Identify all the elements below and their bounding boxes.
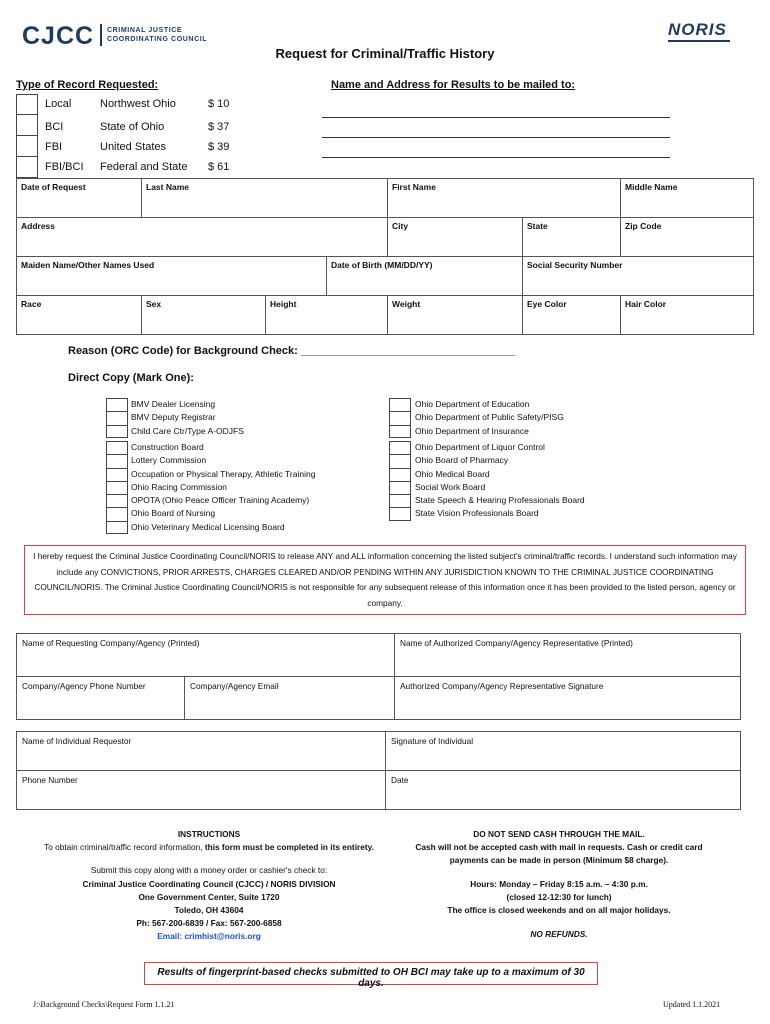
- agency-list-right-b: [415, 441, 585, 521]
- record-type: Local: [45, 98, 72, 110]
- agency-checkbox[interactable]: [106, 468, 128, 481]
- agency-checkbox[interactable]: [389, 425, 411, 438]
- record-scope: Northwest Ohio: [100, 98, 176, 110]
- instructions-email[interactable]: Email: crimhist@noris.org: [157, 931, 261, 942]
- record-option-fbi-bci[interactable]: [16, 157, 246, 178]
- company-phone-field[interactable]: Company/Agency Phone Number: [17, 677, 185, 720]
- weight-field[interactable]: Weight: [388, 296, 523, 335]
- agency-item: Ohio Department of Liquor Control: [415, 442, 545, 452]
- footer-path: J:\Background Checks\Request Form 1.1.21: [33, 1000, 175, 1009]
- record-option-bci[interactable]: [16, 115, 246, 136]
- agency-item: Child Care Ctr/Type A-ODJFS: [131, 425, 244, 436]
- agency-item: BMV Dealer Licensing: [131, 399, 216, 409]
- agency-item: Lottery Commission: [131, 455, 207, 466]
- record-option-fbi[interactable]: [16, 136, 246, 157]
- agency-item: OPOTA (Ohio Peace Officer Training Academy): [131, 495, 310, 506]
- agency-checkbox[interactable]: [106, 481, 128, 494]
- dob-field[interactable]: Date of Birth (MM/DD/YY): [326, 257, 522, 296]
- agency-item: Ohio Board of Pharmacy: [415, 455, 509, 466]
- state-field[interactable]: State: [523, 218, 621, 257]
- subject-info-table: [16, 178, 754, 335]
- record-option-local[interactable]: [16, 94, 246, 115]
- agency-list-left-b: [131, 441, 315, 534]
- date-of-request-field[interactable]: Date of Request: [17, 179, 142, 218]
- agency-checkbox[interactable]: [106, 411, 128, 424]
- maiden-name-field[interactable]: Maiden Name/Other Names Used: [17, 257, 327, 296]
- agency-checkbox[interactable]: [106, 494, 128, 507]
- zip-field[interactable]: Zip Code: [621, 218, 754, 257]
- ssn-field[interactable]: Social Security Number: [523, 257, 754, 296]
- agency-item: Ohio Board of Nursing: [131, 508, 216, 519]
- cjcc-logo: CJCC: [22, 22, 95, 50]
- middle-name-field[interactable]: Middle Name: [621, 179, 754, 218]
- hair-color-field[interactable]: Hair Color: [621, 296, 754, 335]
- record-type-heading: Type of Record Requested:: [16, 79, 159, 91]
- noris-logo: [668, 20, 730, 44]
- agency-checkboxes-right-b[interactable]: [389, 441, 411, 521]
- record-checkbox[interactable]: [16, 94, 38, 115]
- agency-item: Ohio Veterinary Medical Licensing Board: [131, 521, 285, 532]
- individual-table: [16, 731, 741, 810]
- first-name-field[interactable]: First Name: [388, 179, 621, 218]
- eye-color-field[interactable]: Eye Color: [523, 296, 621, 335]
- record-price: $ 39: [208, 141, 230, 153]
- record-scope: United States: [100, 141, 167, 153]
- office-hours: Hours: Monday – Friday 8:15 a.m. – 4:30 p.m.: [470, 878, 648, 889]
- reason-line[interactable]: Reason (ORC Code) for Background Check: ___________________________________: [68, 345, 515, 357]
- consent-statement: I hereby request the Criminal Justice Coordinating Council/NORIS to release ANY and ALL information concerning the listed subject's criminal/traffic records. I understand such information may include any CONVICTIONS, PRIOR ARRESTS, CHARGES CLEARED AND/OR PENDING WITHIN ANY JURISDICTION KNOWN TO THE CRIMINAL JUSTICE COORDINATING COUNCIL/NORIS. The Criminal Justice Coordinating Council/NORIS is not responsible for any subsequent release of this information once it has been provided to the listed person, agency or company.: [24, 545, 746, 615]
- agency-item: Ohio Department of Education: [415, 399, 530, 409]
- agency-list-left-a: [131, 398, 244, 438]
- instructions-address-1: Criminal Justice Coordinating Council (CJCC) / NORIS DIVISION: [82, 878, 336, 889]
- agency-item: State Vision Professionals Board: [415, 508, 539, 519]
- instructions-line: [44, 841, 374, 854]
- logo-sub-line2: COORDINATING COUNCIL: [107, 36, 208, 43]
- footer-updated: Updated 1.1.2021: [663, 1000, 721, 1009]
- agency-checkboxes-left-a[interactable]: [106, 398, 128, 438]
- individual-name-field[interactable]: Name of Individual Requestor: [17, 732, 386, 771]
- cjcc-logo-subtitle: [107, 26, 207, 44]
- record-checkbox[interactable]: [16, 115, 38, 136]
- agency-checkbox[interactable]: [389, 411, 411, 424]
- record-checkbox[interactable]: [16, 136, 38, 157]
- agency-item: State Speech & Hearing Professionals Board: [415, 495, 585, 506]
- mail-line-3[interactable]: [322, 157, 670, 158]
- record-type: FBI: [45, 141, 63, 153]
- office-closed: The office is closed weekends and on all major holidays.: [447, 905, 671, 916]
- agency-checkbox[interactable]: [389, 468, 411, 481]
- payment-line: Cash will not be accepted cash with mail in requests. Cash or credit card payments can be made in person (Minimum $8 charge).: [415, 842, 703, 866]
- record-scope: Federal and State: [100, 161, 188, 173]
- individual-date-field[interactable]: Date: [386, 771, 741, 810]
- record-scope: State of Ohio: [100, 121, 165, 133]
- company-email-field[interactable]: Company/Agency Email: [185, 677, 395, 720]
- fingerprint-notice: Results of fingerprint-based checks submitted to OH BCI may take up to a maximum of 30 days.: [144, 962, 598, 985]
- agency-checkbox[interactable]: [106, 507, 128, 520]
- agency-item: Ohio Department of Public Safety/PISG: [415, 412, 564, 423]
- agency-item: Social Work Board: [415, 481, 486, 492]
- instructions-line-text: To obtain criminal/traffic record information,: [44, 842, 203, 853]
- no-refunds: NO REFUNDS.: [530, 929, 588, 940]
- agency-checkbox[interactable]: [106, 398, 128, 411]
- mail-line-2[interactable]: [322, 137, 670, 138]
- agency-checkboxes-right-a[interactable]: [389, 398, 411, 438]
- agency-checkbox[interactable]: [106, 441, 128, 454]
- payment-heading: DO NOT SEND CASH THROUGH THE MAIL.: [473, 829, 645, 839]
- mail-line-1[interactable]: [322, 117, 670, 118]
- city-field[interactable]: City: [388, 218, 523, 257]
- record-price: $ 61: [208, 161, 230, 173]
- race-field[interactable]: Race: [17, 296, 142, 335]
- logo-sub-line1: CRIMINAL JUSTICE: [107, 27, 183, 34]
- agency-checkbox[interactable]: [389, 454, 411, 467]
- agency-checkbox[interactable]: [389, 481, 411, 494]
- rep-signature-field[interactable]: Authorized Company/Agency Representative Signature: [395, 677, 741, 720]
- noris-logo-underline: [668, 40, 730, 42]
- instructions-submit: Submit this copy along with a money order or cashier's check to:: [90, 865, 328, 876]
- mail-heading: Name and Address for Results to be mailed to:: [331, 79, 576, 91]
- address-field[interactable]: Address: [17, 218, 388, 257]
- agency-checkbox[interactable]: [106, 454, 128, 467]
- record-type: FBI/BCI: [45, 161, 84, 173]
- height-field[interactable]: Height: [266, 296, 388, 335]
- agency-checkbox[interactable]: [389, 441, 411, 454]
- office-lunch: (closed 12-12:30 for lunch): [506, 891, 612, 902]
- sex-field[interactable]: Sex: [142, 296, 266, 335]
- agency-checkbox[interactable]: [389, 398, 411, 411]
- agency-item: Ohio Medical Board: [415, 468, 490, 479]
- agency-item: BMV Deputy Registrar: [131, 412, 216, 423]
- individual-signature-field[interactable]: Signature of Individual: [386, 732, 741, 771]
- agency-checkbox[interactable]: [389, 507, 411, 520]
- page-title: Request for Criminal/Traffic History: [275, 46, 495, 61]
- instructions-heading: INSTRUCTIONS: [177, 829, 241, 839]
- agency-checkbox[interactable]: [389, 494, 411, 507]
- noris-logo-text: NORIS: [668, 20, 727, 39]
- logo-divider: [100, 24, 102, 46]
- agency-item: Construction Board: [131, 442, 204, 452]
- instructions-block: [44, 828, 374, 944]
- instructions-phone: Ph: 567-200-6839 / Fax: 567-200-6858: [136, 918, 282, 929]
- instructions-address-2: One Government Center, Suite 1720: [138, 891, 280, 902]
- agency-checkboxes-left-b[interactable]: [106, 441, 128, 534]
- company-table: [16, 633, 741, 720]
- record-price: $ 37: [208, 121, 230, 133]
- agency-list-right-a: [415, 398, 564, 438]
- agency-item: Ohio Department of Insurance: [415, 425, 529, 436]
- record-price: $ 10: [208, 98, 230, 110]
- agency-item: Ohio Racing Commission: [131, 481, 227, 492]
- agency-checkbox[interactable]: [106, 425, 128, 438]
- individual-phone-field[interactable]: Phone Number: [17, 771, 386, 810]
- payment-block: [398, 828, 720, 941]
- last-name-field[interactable]: Last Name: [142, 179, 388, 218]
- rep-name-field[interactable]: Name of Authorized Company/Agency Representative (Printed): [395, 634, 741, 677]
- record-checkbox[interactable]: [16, 157, 38, 178]
- agency-item: Occupation or Physical Therapy, Athletic Training: [131, 468, 316, 479]
- company-name-field[interactable]: Name of Requesting Company/Agency (Printed): [17, 634, 395, 677]
- agency-checkbox[interactable]: [106, 521, 128, 534]
- instructions-address-3: Toledo, OH 43604: [174, 905, 244, 916]
- instructions-line-bold: this form must be completed in its entirety.: [204, 842, 374, 853]
- direct-copy-heading: Direct Copy (Mark One):: [68, 372, 194, 384]
- record-type: BCI: [45, 121, 64, 133]
